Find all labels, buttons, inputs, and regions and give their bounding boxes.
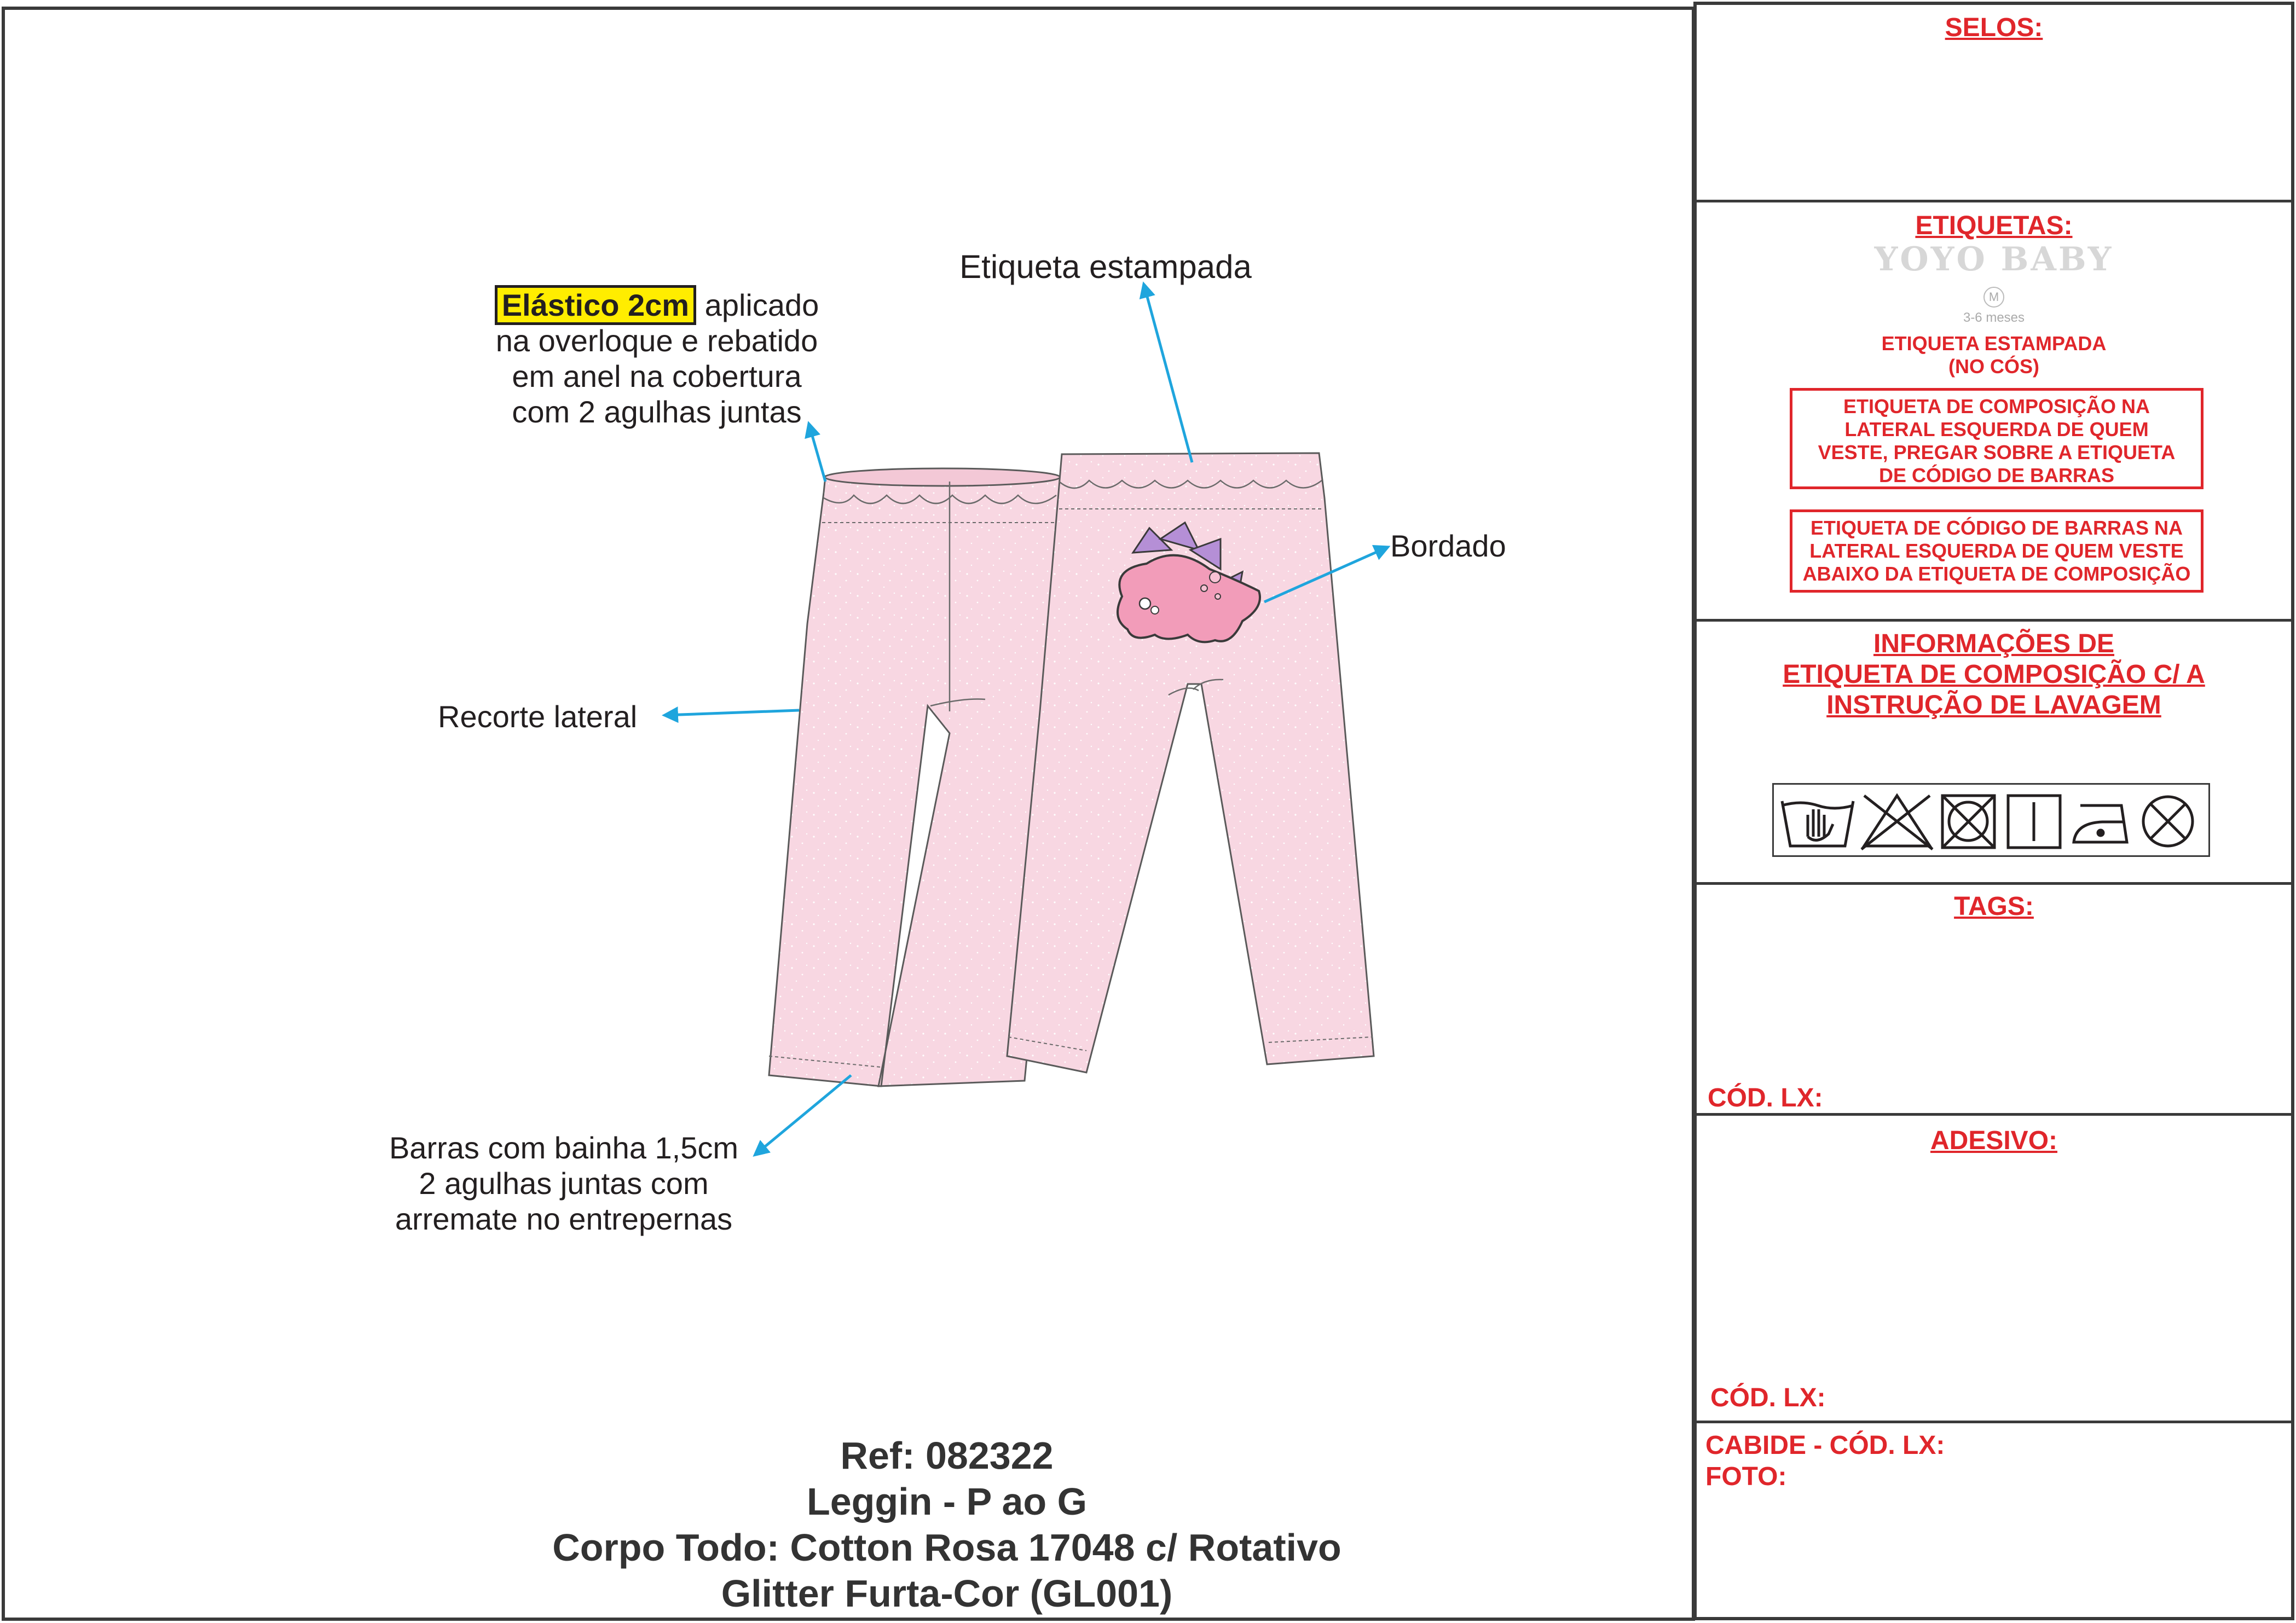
composition-box-line: VESTE, PREGAR SOBRE A ETIQUETA bbox=[1818, 441, 2176, 463]
printed-label-arrow bbox=[1144, 285, 1192, 462]
brand-logo: YOYO BABY bbox=[1874, 240, 2114, 279]
info-title bbox=[1697, 629, 2291, 721]
printed-label-line1: ETIQUETA ESTAMPADA bbox=[1881, 332, 2107, 355]
no-bleach-icon bbox=[1861, 796, 1933, 849]
elastic-highlight: Elástico 2cm bbox=[495, 285, 696, 325]
barcode-box-line: LATERAL ESQUERDA DE QUEM VESTE bbox=[1809, 540, 2184, 562]
hem-line1: Barras com bainha 1,5cm bbox=[389, 1131, 739, 1165]
barcode-label-box bbox=[1790, 509, 2204, 593]
tags-cod-lx: CÓD. LX: bbox=[1708, 1083, 1823, 1112]
printed-label-info bbox=[1697, 332, 2291, 378]
barcode-box-line: ETIQUETA DE CÓDIGO DE BARRAS NA bbox=[1810, 517, 2183, 539]
spec-sidebar bbox=[1693, 2, 2294, 1620]
barcode-box-line: ABAIXO DA ETIQUETA DE COMPOSIÇÃO bbox=[1802, 563, 2191, 585]
divider bbox=[1697, 1421, 2291, 1423]
composition-box-line: DE CÓDIGO DE BARRAS bbox=[1878, 464, 2115, 486]
elastic-line3: em anel na cobertura bbox=[512, 359, 802, 393]
adesivo-title: ADESIVO: bbox=[1930, 1126, 2058, 1155]
divider bbox=[1697, 200, 2291, 202]
adesivo-cod-lx: CÓD. LX: bbox=[1710, 1383, 1826, 1412]
elastic-line2: na overloque e rebatido bbox=[495, 323, 818, 358]
composition-box-line: ETIQUETA DE COMPOSIÇÃO NA bbox=[1843, 395, 2150, 418]
line-dry-icon bbox=[2008, 796, 2060, 848]
composition-label-box bbox=[1790, 388, 2204, 489]
info-title-line: INSTRUÇÃO DE LAVAGEM bbox=[1826, 691, 2161, 720]
hem-line2: 2 agulhas juntas com bbox=[419, 1166, 709, 1201]
hem-callout bbox=[372, 1130, 755, 1237]
info-title-line: ETIQUETA DE COMPOSIÇÃO C/ A bbox=[1783, 660, 2205, 689]
hand-wash-icon bbox=[1782, 801, 1853, 846]
etiquetas-title: ETIQUETAS: bbox=[1915, 211, 2073, 240]
printed-label-callout: Etiqueta estampada bbox=[959, 248, 1252, 285]
brand-size-badge: M bbox=[1983, 287, 2004, 308]
printed-label-line2: (NO CÓS) bbox=[1948, 355, 2039, 378]
no-tumble-dry-icon bbox=[1942, 796, 1994, 848]
divider bbox=[1697, 1113, 2291, 1116]
product-name: Leggin - P ao G bbox=[806, 1480, 1088, 1523]
iron-low-icon bbox=[2074, 805, 2127, 842]
side-cut-arrow bbox=[665, 710, 799, 715]
elastic-arrow bbox=[809, 424, 825, 482]
product-fabric-line2: Glitter Furta-Cor (GL001) bbox=[721, 1572, 1173, 1615]
selos-title: SELOS: bbox=[1945, 13, 2043, 42]
brand-months: 3-6 meses bbox=[1963, 310, 2025, 325]
elastic-line4: com 2 agulhas juntas bbox=[512, 395, 802, 429]
divider bbox=[1697, 619, 2291, 622]
side-cut-callout: Recorte lateral bbox=[438, 699, 638, 734]
product-fabric-line1: Corpo Todo: Cotton Rosa 17048 c/ Rotativo bbox=[552, 1526, 1341, 1569]
care-symbols bbox=[1772, 783, 2210, 857]
divider bbox=[1697, 882, 2291, 885]
elastic-line1: aplicado bbox=[696, 288, 819, 322]
composition-box-line: LATERAL ESQUERDA DE QUEM bbox=[1844, 418, 2149, 440]
hem-line3: arremate no entrepernas bbox=[395, 1202, 733, 1236]
foto-label: FOTO: bbox=[1705, 1462, 1787, 1491]
cabide-cod-lx: CABIDE - CÓD. LX: bbox=[1705, 1431, 1945, 1460]
hem-arrow bbox=[755, 1075, 851, 1155]
tags-title: TAGS: bbox=[1954, 892, 2034, 921]
embroidery-callout: Bordado bbox=[1390, 529, 1506, 563]
no-dry-clean-icon bbox=[2143, 797, 2193, 846]
elastic-callout bbox=[471, 287, 843, 430]
product-ref: Ref: 082322 bbox=[840, 1434, 1054, 1477]
info-title-line: INFORMAÇÕES DE bbox=[1873, 629, 2114, 658]
